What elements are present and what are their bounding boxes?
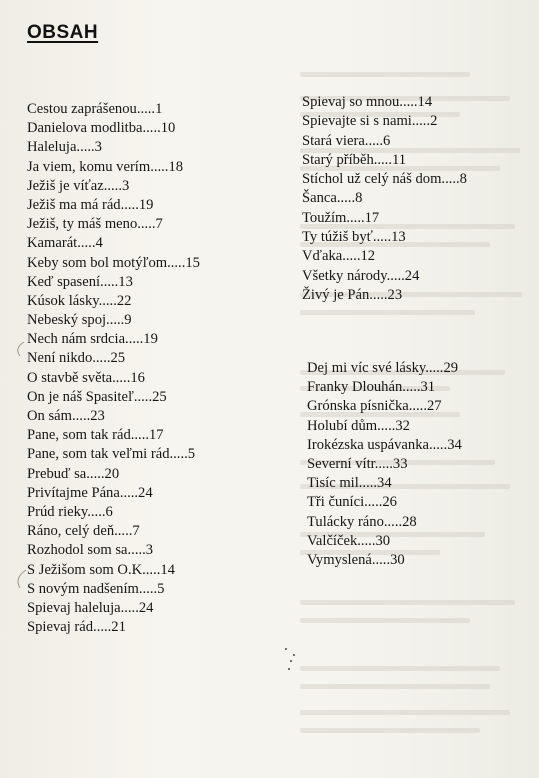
toc-column-left <box>27 100 200 637</box>
toc-entry: Pane, som tak veľmi rád.....5 <box>27 446 196 463</box>
toc-entry: Keby som bol motýľom.....15 <box>27 254 200 271</box>
toc-entry: Toužím.....17 <box>302 209 380 226</box>
toc-entry: S novým nadšením.....5 <box>27 580 165 597</box>
toc-column-right-top <box>302 93 467 305</box>
toc-entry: Prebuď sa.....20 <box>27 465 120 482</box>
toc-entry: Ty túžiš byť.....13 <box>302 229 406 246</box>
toc-entry: Danielova modlitba.....10 <box>27 120 176 137</box>
toc-column-right-bottom <box>307 359 462 570</box>
toc-entry: Kúsok lásky.....22 <box>27 292 132 309</box>
toc-entry: On je náš Spasiteľ.....25 <box>27 388 167 405</box>
toc-entry: Starý příběh.....11 <box>302 151 407 168</box>
toc-entry: Spievaj rád.....21 <box>27 619 126 636</box>
toc-entry: Živý je Pán.....23 <box>302 286 403 303</box>
toc-entry: Stará viera.....6 <box>302 132 391 149</box>
toc-entry: Franky Dlouhán.....31 <box>307 379 436 396</box>
toc-entry: Ježiš ma má rád.....19 <box>27 196 154 213</box>
toc-entry: Není nikdo.....25 <box>27 350 126 367</box>
toc-entry: Privítajme Pána.....24 <box>27 484 153 501</box>
toc-entry: O stavbě světa.....16 <box>27 369 145 386</box>
toc-entry: On sám.....23 <box>27 408 105 424</box>
toc-entry: Tulácky ráno.....28 <box>307 513 417 530</box>
toc-entry: Spievaj haleluja.....24 <box>27 599 154 616</box>
toc-entry: S Ježišom som O.K.....14 <box>27 561 175 578</box>
toc-entry: Severní vítr.....33 <box>307 455 408 472</box>
toc-entry: Spievaj so mnou.....14 <box>302 94 433 110</box>
toc-entry: Stíchol už celý náš dom.....8 <box>302 171 467 188</box>
toc-entry: Prúd rieky.....6 <box>27 503 113 520</box>
toc-entry: Tři čuníci.....26 <box>307 494 397 511</box>
toc-entry: Holubí dům.....32 <box>307 417 410 434</box>
toc-entry: Všetky národy.....24 <box>302 267 420 284</box>
toc-entry: Nech nám srdcia.....19 <box>27 331 158 348</box>
toc-entry: Cestou zaprášenou.....1 <box>27 101 163 117</box>
toc-entry: Kamarát.....4 <box>27 235 103 252</box>
toc-entry: Vymyslená.....30 <box>307 551 405 568</box>
toc-entry: Haleluja.....3 <box>27 139 102 156</box>
toc-entry: Valčíček.....30 <box>307 532 391 549</box>
toc-entry: Spievajte si s nami.....2 <box>302 113 438 130</box>
toc-entry: Ráno, celý deň.....7 <box>27 523 140 540</box>
contents-heading: OBSAH <box>27 22 99 43</box>
toc-entry: Rozhodol som sa.....3 <box>27 542 154 559</box>
toc-entry: Dej mi víc své lásky.....29 <box>307 360 459 376</box>
toc-entry: Ježiš, ty máš meno.....7 <box>27 216 163 233</box>
toc-entry: Keď spasení.....13 <box>27 273 133 290</box>
toc-entry: Tisíc mil.....34 <box>307 475 392 492</box>
toc-entry: Nebeský spoj.....9 <box>27 312 132 329</box>
toc-entry: Vďaka.....12 <box>302 248 376 265</box>
toc-entry: Irokézska uspávanka.....34 <box>307 436 462 453</box>
pencil-mark-icon <box>0 330 30 710</box>
toc-entry: Ja viem, komu verím.....18 <box>27 158 184 175</box>
toc-entry: Grónska písnička.....27 <box>307 398 442 415</box>
toc-entry: Šanca.....8 <box>302 190 363 207</box>
toc-entry: Ježiš je víťaz.....3 <box>27 177 130 194</box>
toc-entry: Pane, som tak rád.....17 <box>27 427 164 444</box>
